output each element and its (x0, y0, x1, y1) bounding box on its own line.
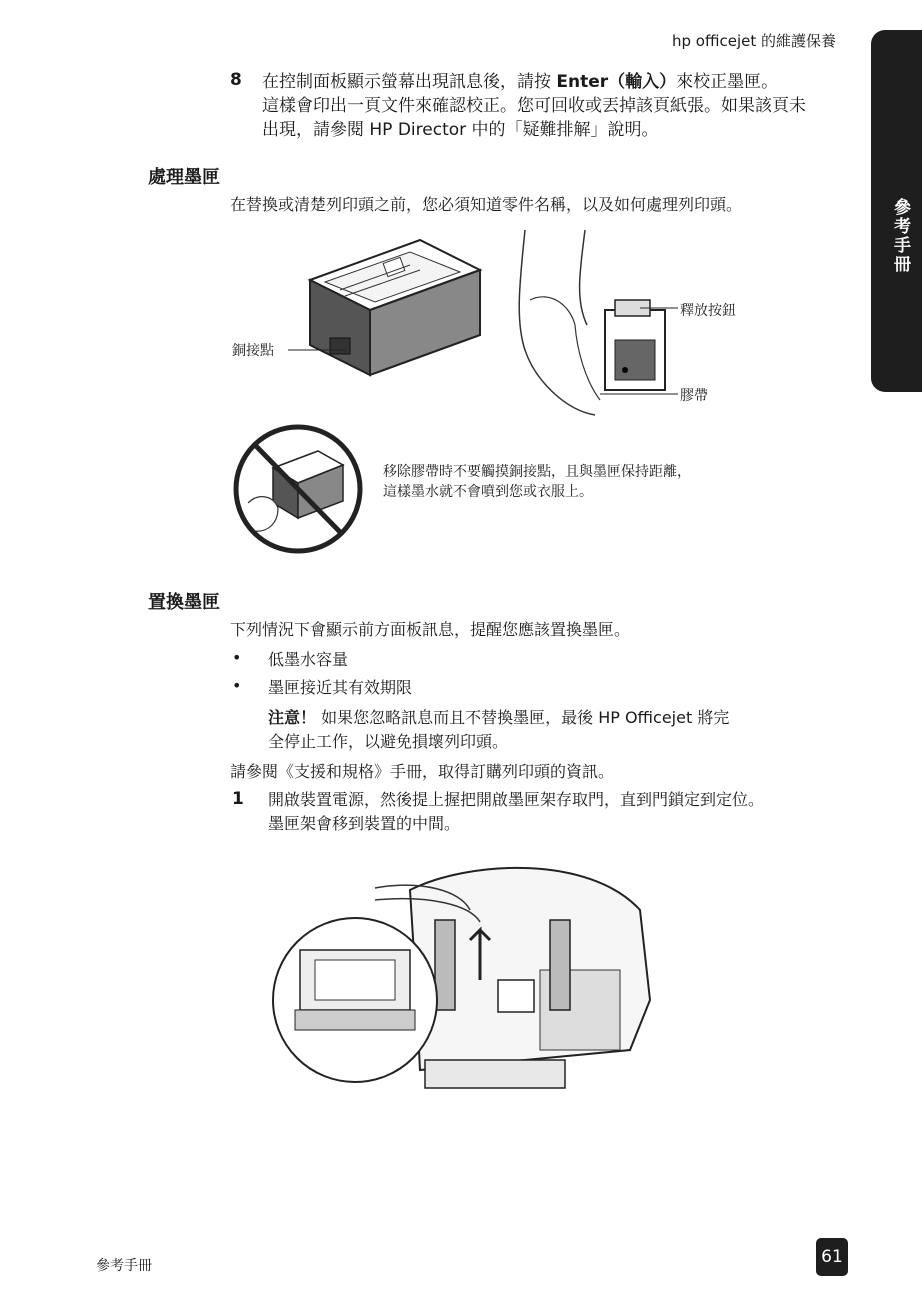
bullet-dot-2: • (232, 676, 242, 695)
bullet-dot-1: • (232, 648, 242, 667)
step-1-line-2: 墨匣架會移到裝置的中間。 (268, 814, 461, 833)
release-leader-line (640, 306, 680, 310)
enter-key-label: Enter（輸入） (556, 72, 677, 92)
section-heading-handle: 處理墨匣 (148, 167, 220, 188)
step-8-text (262, 70, 862, 142)
side-tab (871, 30, 922, 392)
side-tab-label: 參考手冊 (890, 198, 910, 274)
warning-text (383, 462, 691, 502)
section-handle-intro: 在替換或清楚列印頭之前，您必須知道零件名稱，以及如何處理列印頭。 (230, 195, 743, 214)
reference-text: 請參閱《支援和規格》手冊，取得訂購列印頭的資訊。 (230, 762, 615, 781)
footer-left-text: 參考手冊 (96, 1258, 152, 1274)
note-line-2: 全停止工作，以避免損壞列印頭。 (268, 732, 509, 751)
step-8-line-1-post: 來校正墨匣。 (676, 72, 779, 92)
warning-line-1: 移除膠帶時不要觸摸銅接點，且與墨匣保持距離， (383, 464, 691, 480)
section-replace-intro: 下列情況下會顯示前方面板訊息，提醒您應該置換墨匣。 (230, 620, 631, 639)
step-1-number: 1 (232, 789, 244, 809)
section-heading-replace: 置換墨匣 (148, 592, 220, 613)
prohibition-illustration (228, 423, 368, 555)
label-release-button: 釋放按鈕 (680, 303, 736, 319)
label-tape: 膠帶 (680, 388, 708, 404)
note-line-1-text: 如果您忽略訊息而且不替換墨匣，最後 HP Officejet 將完 (321, 708, 730, 727)
step-8-number: 8 (230, 70, 242, 90)
label-copper-contacts: 銅接點 (232, 343, 274, 359)
step-1-text (268, 788, 764, 836)
bullet-item-2: 墨匣接近其有效期限 (268, 678, 413, 697)
step-8-line-3: 出現，請參閱 HP Director 中的「疑難排解」說明。 (262, 120, 659, 140)
tape-leader-line (600, 392, 680, 396)
step-8-line-2: 這樣會印出一頁文件來確認校正。您可回收或丟掉該頁紙張。如果該頁未 (262, 96, 806, 116)
step-1-line-1: 開啟裝置電源，然後提上握把開啟墨匣架存取門，直到門鎖定到定位。 (268, 790, 765, 809)
page-number: 61 (816, 1238, 848, 1276)
note-block (268, 706, 729, 754)
warning-line-2: 這樣墨水就不會噴到您或衣服上。 (383, 484, 593, 500)
cartridge-illustration (290, 230, 490, 380)
step-8-line-1-pre: 在控制面板顯示螢幕出現訊息後，請按 (262, 72, 557, 92)
note-line-1 (268, 706, 729, 730)
copper-leader-line (288, 348, 348, 352)
step-8-line-1 (262, 70, 862, 94)
bullet-item-1: 低墨水容量 (268, 650, 349, 669)
printer-illustration (270, 850, 670, 1100)
note-label: 注意！ (268, 708, 317, 727)
running-header: hp officejet 的維護保養 (672, 32, 836, 50)
